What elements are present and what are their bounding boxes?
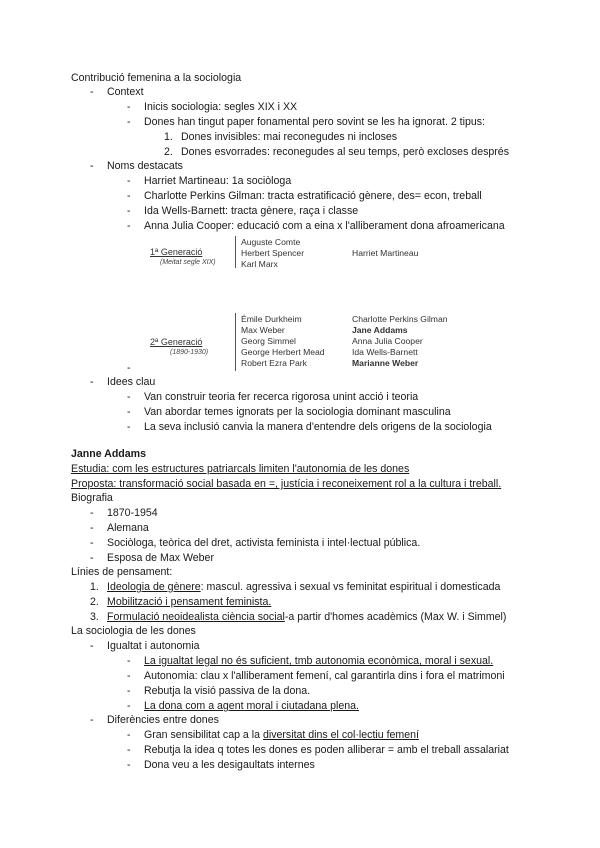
list-item: Rebutja la visió passiva de la dona.	[144, 685, 311, 697]
list-item: Ida Wells-Barnett: tracta gènere, raça i classe	[144, 205, 359, 217]
bullet-dash: -	[127, 175, 131, 187]
gen2-man: George Herbert Mead	[241, 347, 325, 357]
bullet-dash: -	[90, 714, 94, 726]
list-item: Inicis sociologia: segles XIX i XX	[144, 101, 298, 113]
underlined-term: Ideologia de gènere	[107, 581, 201, 593]
gen1-brace	[235, 236, 236, 268]
gen2-brace	[235, 313, 236, 371]
list-item: Esposa de Max Weber	[107, 552, 214, 564]
gen2-sub: (1890-1930)	[170, 349, 209, 356]
gen2-man: Émile Durkheim	[241, 314, 302, 324]
list-number: 1.	[164, 131, 173, 143]
bullet-dash: -	[127, 220, 131, 232]
proposta-text: : transformació social basada en =, justícia i reconeixement rol a la cultura i treball.	[113, 478, 502, 490]
bullet-dash: -	[90, 86, 94, 98]
gen2-man: Robert Ezra Park	[241, 358, 307, 368]
gen2-woman: Anna Julia Cooper	[352, 336, 423, 346]
section2-title: Janne Addams	[71, 448, 146, 460]
list-item: La igualtat legal no és suficient, tmb autonomia econòmica, moral i sexual.	[144, 655, 494, 667]
generations-diagram	[140, 234, 520, 374]
bullet-dash: -	[127, 190, 131, 202]
list-item: La seva inclusió canvia la manera d'entendre dels origens de la sociologia	[144, 421, 492, 433]
underlined-term: Formulació neoidealista ciència social	[107, 611, 285, 623]
gen2-woman: Charlotte Perkins Gilman	[352, 314, 448, 324]
list-item	[107, 611, 506, 624]
bullet-dash: -	[90, 537, 94, 549]
item-text: : mascul. agressiva i sexual vs feminitat espiritual i domesticada	[200, 581, 501, 593]
bullet-dash: -	[127, 421, 131, 433]
bullet-dash: -	[90, 552, 94, 564]
estudia-line	[71, 463, 409, 476]
list-item: Van construir teoria fer recerca rigorosa unint acció i teoria	[144, 391, 419, 403]
list-number: 2.	[164, 146, 173, 158]
gen2-woman: Marianne Weber	[352, 358, 419, 368]
bullet-dash: -	[90, 160, 94, 172]
bullet-dash: -	[127, 685, 131, 697]
list-item: Dones invisibles: mai reconegudes ni incloses	[181, 131, 398, 143]
gen1-woman: Harriet Martineau	[352, 248, 419, 258]
noms-heading: Noms destacats	[107, 160, 183, 172]
underlined-term: Mobilització i pensament feminista.	[107, 596, 272, 608]
bullet-dash: -	[127, 729, 131, 741]
gen1-man: Auguste Comte	[241, 237, 301, 247]
bullet-dash: -	[127, 655, 131, 667]
bullet-dash: -	[127, 670, 131, 682]
gen2-woman: Ida Wells-Barnett	[352, 347, 418, 357]
bullet-dash: -	[90, 640, 94, 652]
list-item: Alemana	[107, 522, 149, 534]
bullet-dash: -	[127, 406, 131, 418]
section-title: Contribució femenina a la sociologia	[71, 72, 242, 84]
bullet-dash: -	[127, 759, 131, 771]
list-item	[107, 581, 500, 594]
list-item: Dones esvorrades: reconegudes al seu temps, però excloses després	[181, 146, 509, 158]
idees-heading: Idees clau	[107, 376, 156, 388]
list-item: Sociòloga, teòrica del dret, activista feminista i intel·lectual pública.	[107, 537, 421, 549]
bullet-dash: -	[90, 507, 94, 519]
list-item	[107, 596, 271, 609]
list-item: La dona com a agent moral i ciutadana plena.	[144, 700, 359, 712]
gen2-woman: Jane Addams	[352, 325, 408, 335]
list-number: 2.	[90, 596, 99, 608]
igualtat-heading: Igualtat i autonomia	[107, 640, 200, 652]
bullet-dash: -	[127, 391, 131, 403]
list-item: Rebutja la idea q totes les dones es poden alliberar = amb el treball assalariat	[144, 744, 509, 756]
list-number: 1.	[90, 581, 99, 593]
gen1-label: 1ª Generació	[150, 247, 203, 257]
list-item: Van abordar temes ignorats per la sociologia dominant masculina	[144, 406, 451, 418]
linies-heading: Línies de pensament:	[71, 566, 173, 578]
item-text: -a partir d'homes acadèmics (Max W. i Simmel)	[284, 611, 507, 623]
list-item: Dona veu a les desigaultats internes	[144, 759, 315, 771]
list-item: Dones han tingut paper fonamental pero sovint se les ha ignorat. 2 tipus:	[144, 116, 485, 128]
estudia-label: Estudia	[71, 463, 107, 475]
list-item: Anna Julia Cooper: educació com a eina x l'alliberament dona afroamericana	[144, 220, 505, 232]
diferencies-heading: Diferències entre dones	[107, 714, 219, 726]
gen2-man: Max Weber	[241, 325, 285, 335]
gen1-man: Karl Marx	[241, 259, 278, 269]
bullet-dash: -	[127, 744, 131, 756]
bullet-dash: -	[127, 362, 131, 374]
bullet-dash: -	[127, 101, 131, 113]
gen2-man: Georg Simmel	[241, 336, 296, 346]
bullet-dash: -	[90, 376, 94, 388]
proposta-label: Proposta	[71, 478, 114, 490]
context-heading: Context	[107, 86, 144, 98]
bullet-dash: -	[127, 700, 131, 712]
list-item: 1870-1954	[107, 507, 158, 519]
gen1-man: Herbert Spencer	[241, 248, 305, 258]
bullet-dash: -	[90, 522, 94, 534]
list-item: Autonomia: clau x l'alliberament femení, cal garantirla dins i fora el matrimoni	[144, 670, 505, 682]
item-text: Gran sensibilitat cap a la	[144, 729, 263, 741]
list-number: 3.	[90, 611, 99, 623]
gen2-label: 2ª Generació	[150, 337, 203, 347]
bullet-dash: -	[127, 116, 131, 128]
underlined-term: diversitat dins el col·lectiu femení	[262, 729, 419, 741]
proposta-line	[71, 478, 501, 491]
list-item: Harriet Martineau: 1a sociòloga	[144, 175, 292, 187]
soc-heading: La sociologia de les dones	[71, 625, 196, 637]
biografia-heading: Biografia	[71, 492, 113, 504]
list-item: Charlotte Perkins Gilman: tracta estratificació gènere, des= econ, treball	[144, 190, 482, 202]
list-item	[144, 729, 419, 742]
bullet-dash: -	[127, 205, 131, 217]
estudia-text: : com les estructures patriarcals limiten l'autonomia de les dones	[106, 463, 410, 475]
gen1-sub: (Meitat segle XIX)	[160, 259, 216, 266]
